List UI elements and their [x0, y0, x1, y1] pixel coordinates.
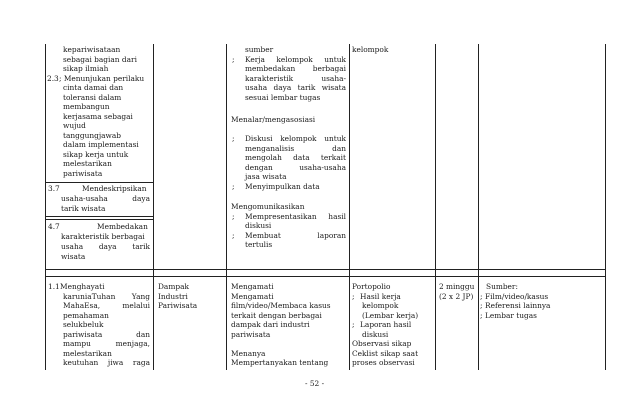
text-line: selukbeluk [63, 320, 104, 329]
text-line: Dampak [158, 282, 189, 291]
text-line: dampak dari industri [231, 320, 310, 329]
text-line: Portopolio [352, 282, 391, 291]
rule-b-top [45, 182, 153, 183]
text-line: Mempresentasikan hasil [245, 211, 346, 221]
text-line: sikap kerja untuk [63, 149, 129, 159]
text-line: pariwisata dan [63, 329, 150, 339]
text-line: sebagai bagian dari [63, 54, 137, 64]
text-line: Observasi sikap [352, 339, 412, 348]
text-line: usaha daya tarik [61, 242, 150, 251]
text-line: Sumber: [486, 282, 518, 291]
bullet: ; [480, 291, 483, 301]
text-line: Pariwisata [158, 301, 198, 310]
bullet: ; [232, 181, 235, 191]
text-line: 2 minggu [439, 282, 475, 291]
text-line: tanggungjawab [63, 130, 122, 140]
text-line: Mempertanyakan tentang [231, 358, 329, 367]
text-line: Membuat laporan [245, 230, 346, 240]
bullet: ; [232, 230, 235, 240]
text-line: wujud [63, 121, 86, 130]
text-line: tarik wisata [61, 204, 106, 213]
text-line: karakteristik usaha- [245, 73, 346, 83]
text-line: (Lembar kerja) [362, 310, 419, 320]
competency-number: 1.1 [48, 282, 60, 291]
text-line: Menyimpulkan data [245, 181, 320, 191]
text-line: Lembar tugas [485, 310, 537, 320]
text-line: karakteristik berbagai [61, 232, 145, 241]
text-line: wisata [61, 252, 86, 261]
text-line: Mendeskripsikan [82, 184, 147, 193]
text-line: Kerja kelompok untuk [245, 54, 346, 64]
text-line: diskusi [362, 329, 389, 339]
text-line: usaha daya tarik wisata [245, 83, 346, 92]
text-line: sikap ilmiah [63, 64, 109, 73]
text-line: Laporan hasil [360, 320, 412, 329]
section-title-menalar: Menalar/mengasosiasi [231, 115, 316, 124]
text-line: kelompok [362, 301, 399, 310]
text-line: membedakan berbagai [245, 64, 346, 73]
text-line: melestarikan [63, 348, 112, 358]
text-line: keutuhan jiwa raga [63, 358, 150, 367]
text-line: menganalisis dan [245, 143, 346, 153]
text-line: Referensi lainnya [485, 301, 551, 310]
text-line: kepariwisataan [63, 45, 121, 54]
text-line: tertulis [245, 240, 273, 249]
text-line: Industri [158, 291, 188, 301]
text-line: Menghayati [60, 282, 105, 291]
rule-top-row-bottom [45, 269, 606, 270]
text-line: kerjasama sebagai [63, 111, 133, 121]
text-line: diskusi [245, 221, 272, 230]
page-number: - 52 - [305, 379, 325, 388]
bullet: ; [352, 291, 355, 301]
text-line: proses observasi [352, 358, 415, 367]
competency-number: 3.7 [48, 184, 60, 193]
text-line: jasa wisata [245, 172, 287, 181]
text-line: Hasil kerja [360, 291, 401, 301]
text-line: Mengamati [231, 282, 274, 291]
col-line-3 [349, 44, 350, 370]
rule-b-bottom [45, 216, 153, 217]
col-line-5 [478, 44, 479, 370]
text-line: mengolah data terkait [245, 153, 346, 162]
text-line: Menanya [231, 348, 266, 358]
col-line-1 [153, 44, 154, 370]
text-line: usaha-usaha daya [61, 194, 150, 203]
text-line: sumber [245, 45, 274, 54]
text-line: Film/video/kasus [485, 291, 549, 301]
text-line: Membedakan [97, 222, 148, 231]
bullet: ; [480, 310, 483, 320]
bullet: ; [480, 301, 483, 310]
text-line: Mengamati [231, 291, 274, 301]
assessment-top: kelompok [352, 45, 389, 54]
text-line: pariwisata [231, 329, 271, 339]
text-line: membangun [63, 102, 110, 111]
text-line: MahaEsa, melalui [63, 301, 150, 310]
bullet: ; [232, 54, 235, 64]
competency-number: 2.3 [47, 73, 59, 83]
bullet: ; [232, 134, 235, 143]
col-line-2 [226, 44, 227, 370]
text-line: Ceklist sikap saat [352, 348, 419, 358]
text-line: (2 x 2 JP) [439, 291, 474, 301]
col-line-6 [605, 44, 606, 370]
rule-bottom-row-top [45, 276, 606, 277]
col-line-4 [435, 44, 436, 370]
text-line: film/video/Membaca kasus [231, 301, 331, 310]
text-line: melestarikan [63, 159, 112, 168]
text-line: mampu menjaga, [63, 339, 150, 348]
rule-c-top [45, 219, 153, 220]
text-line: ; Menunjukan perilaku [59, 73, 145, 83]
text-line: pariwisata [63, 168, 103, 178]
competency-number: 4.7 [48, 222, 60, 231]
text-line: toleransi dalam [63, 92, 122, 102]
text-line: cinta damai dan [63, 83, 124, 92]
bullet: ; [352, 320, 355, 329]
text-line: sesuai lembar tugas [245, 92, 321, 102]
text-line: terkait dengan berbagai [231, 310, 322, 320]
text-line: pemahaman [63, 310, 109, 320]
text-line: Diskusi kelompok untuk [245, 134, 346, 143]
bullet: ; [232, 211, 235, 221]
text-line: dalam implementasi [63, 140, 139, 149]
section-title-komunikasi: Mengomunikasikan [231, 202, 305, 211]
text-line: karuniaTuhan Yang [63, 291, 150, 301]
col-line-0 [45, 44, 46, 370]
text-line: dengan usaha-usaha [245, 162, 346, 172]
